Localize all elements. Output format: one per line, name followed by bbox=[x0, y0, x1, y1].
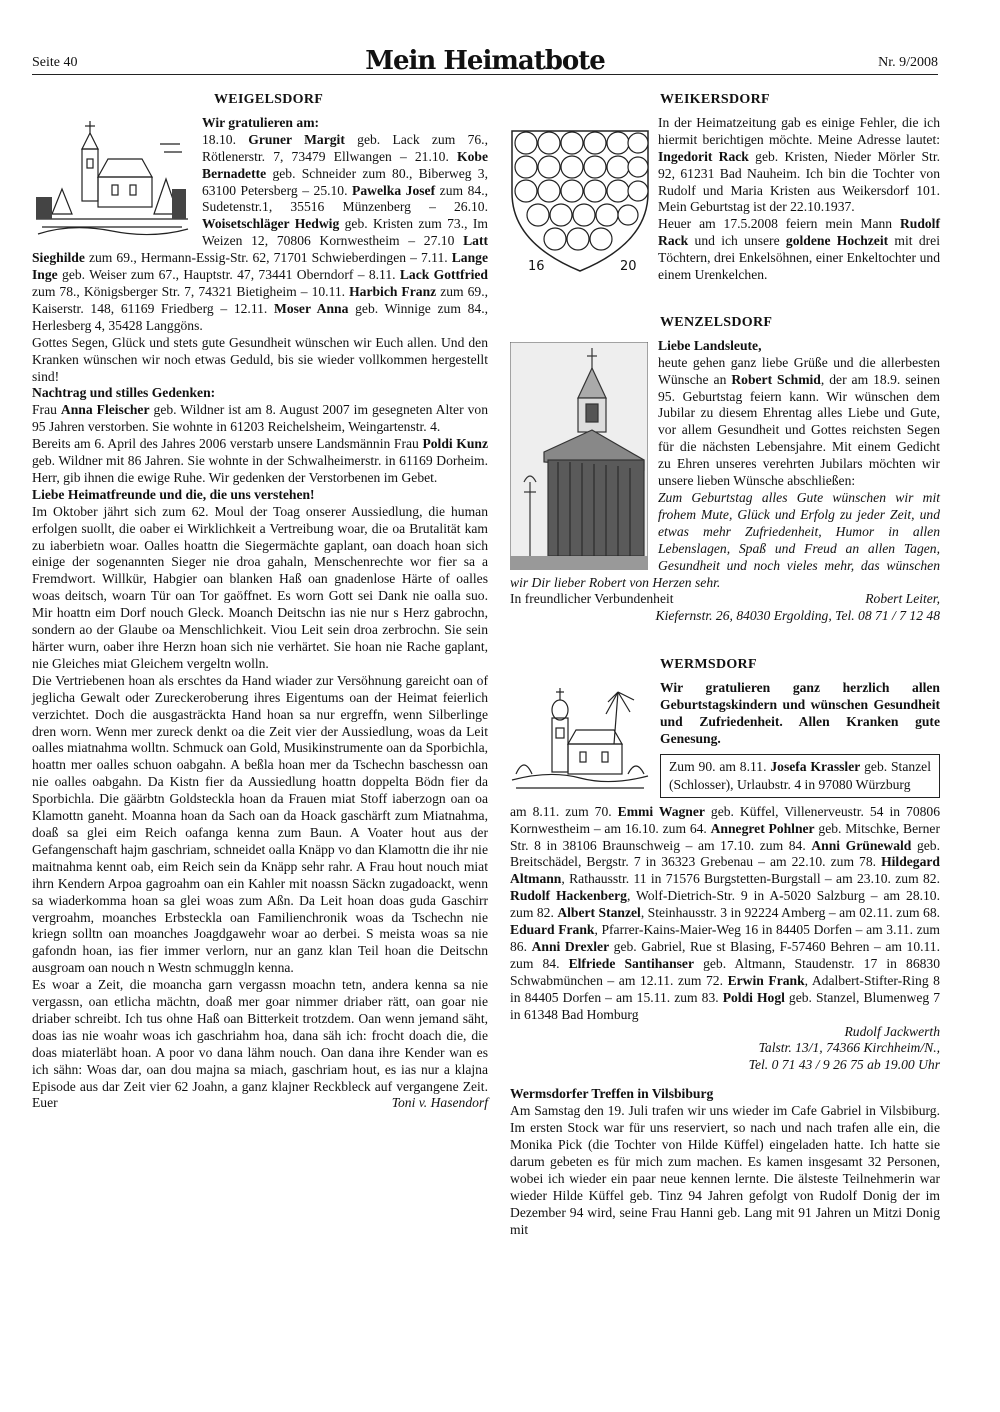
wermsdorf-signature-address: Talstr. 13/1, 74366 Kirchheim/N., bbox=[758, 1040, 940, 1056]
dialect-paragraph-2: Die Vertriebenen hoan als erschtes da Hand wiader zur Versöhnung gareicht oan of jeglicha Gewalt oder Zureckeroberung ihres Eigentums oan der Heimat feierlich verzichtet. Doch die ausgasträckta Hand hoan sa nur ergreffn, wenn Silberlinge dren worn. Wenn mer zureck denkt oa die Zeit vier der Aussiedlung, woas da Leit oalles miatnahma wolltn. Schmuck oan Gold, Musikinstrumente oan da Sporbichla, hoattn mer oalles schuon oabgahn. A beßla hoan mer da Tschechn baschessn oan nie oalles oabgahn. Da Kistn fier da Aussiedlung hoattn doppelta Bödn fier da Sporbichla. Die gäärbtn Goldsteckla hoan da Frauen miat Stoff iaberzogn oan oa Klamottn ganeht. Moanna hoan da Sach oan da Hoack gaschärft zum Miatnahma, doaß sa glei eim Reich oafanga kenna zum Baun. A Voater hout aus der Gefangenschaft hajm gaschriam, schneidet oalla Knäpp vo dan Klamottn die ihr nie maitnahma kennt oab, eim Reich sein da Knäpp sehr rahr. A Frau hout nouch miat ihrn Kendern Arpoa gagroahm oan ein Kahler mit noassn Säckn zugadoackt, wenn sa wiaderkomma hoan sa glei woas zum Aßn. Da Leit hoan doas guda Gaschirr vergroahm, moanches Erbsteckla oan Familienchronik woas da Tschechn nie kriegn solltn oan moanches Joagdgawehr woar ao derbei. S meista woas sa nie gafondn hoan, ias fier immer verlorn, nur an ganz klan Teil hoan die Deitschn ausgroam oan nouch n Westn schmuggln kenna. bbox=[32, 672, 488, 976]
nachtrag-heading: Nachtrag und stilles Gedenken: bbox=[32, 385, 216, 401]
dialect-paragraph-3 bbox=[32, 977, 488, 1112]
bold-name: Lack Gottfried bbox=[399, 267, 488, 283]
crest-year-left: 16 bbox=[528, 258, 545, 274]
wenzelsdorf-greeting: Liebe Landsleute, bbox=[658, 337, 762, 353]
bold-name: Kobe Bernadette bbox=[202, 148, 488, 181]
bold-name: Josefa Krassler bbox=[770, 758, 861, 774]
treffen-heading: Wermsdorfer Treffen in Vilsbiburg bbox=[510, 1086, 714, 1102]
wermsdorf-signature-tel: Tel. 0 71 43 / 9 26 75 ab 19.00 Uhr bbox=[748, 1057, 940, 1073]
bold-name: Gruner Margit bbox=[248, 131, 345, 147]
dialect-signature: Toni v. Hasendorf bbox=[391, 1095, 488, 1111]
bold-name: Elfriede Santihanser bbox=[568, 955, 694, 971]
bold-name: Anni Drexler bbox=[531, 939, 610, 954]
bold-name: Rudolf Hackenberg bbox=[510, 888, 627, 904]
bold-name: Annegret Pohlner bbox=[710, 820, 815, 836]
bold-name: Latt Sieghilde bbox=[32, 233, 488, 266]
bold-name: Albert Stanzel bbox=[557, 905, 641, 921]
village-church-illustration bbox=[32, 119, 192, 239]
issue-number: Nr. 9/2008 bbox=[878, 55, 938, 70]
bold-name: Emmi Wagner bbox=[617, 803, 705, 819]
nachtrag-paragraph-2: Bereits am 6. April des Jahres 2006 verstarb unsere Landsmännin Frau Poldi Kunz geb. Wildner mit 86 Jahren. Sie wohnte in der Schwalheimerstr. in 61169 Dorheim. Herr, gib ihnen die ewige Ruhe. Wir gedenken der Verstorbenen im Gebet. bbox=[32, 436, 488, 485]
weikersdorf-crest bbox=[510, 113, 650, 293]
wenzelsdorf-signature-address: Kiefernstr. 26, 84030 Ergolding, Tel. 08 71 / 7 12 48 bbox=[655, 608, 940, 624]
chapel-photo bbox=[510, 342, 648, 570]
bold-name: Anna Fleischer bbox=[60, 402, 150, 418]
crest-year-right: 20 bbox=[620, 258, 637, 274]
nachtrag-paragraph-1: Frau Anna Fleischer geb. Wildner ist am 8. August 2007 im gesegneten Alter von 95 Jahren verstorben. Sie wohnte in 61203 Reichelsheim, Weingartenstr. 4. bbox=[32, 402, 488, 435]
wermsdorf-church-illustration bbox=[510, 684, 650, 796]
wermsdorf-intro: Wir gratulieren ganz herzlich allen Geburtstagskindern und wünschen Gesundheit und Zufriedenheit. Allen Kranken gute Genesung. bbox=[660, 680, 940, 746]
wermsdorf-title: WERMSDORF bbox=[660, 657, 757, 673]
bold-name: Hildegard Altmann bbox=[510, 854, 940, 887]
wenzelsdorf-closing: In freundlicher Verbundenheit bbox=[510, 591, 674, 607]
wermsdorf-highlight-box: Zum 90. am 8.11. Josefa Krassler geb. Stanzel (Schlosser), Urlaubstr. 4 in 97080 Würzburg bbox=[660, 754, 940, 798]
bold-name: Robert Schmid bbox=[731, 371, 821, 387]
left-column bbox=[32, 92, 488, 1112]
weikersdorf-title: WEIKERSDORF bbox=[660, 92, 770, 107]
wermsdorf-birthday-list: am 8.11. zum 70. Emmi Wagner geb. Küffel, Villenerveustr. 54 in 70806 Kornwestheim – am 16.10. zum 64. Annegret Pohlner geb. Mitschke, Berner Str. 8 in 38106 Braunschweig – am 17.10. zum 84. Anni Grünewald geb. Breitschädel, Bergstr. 7 in 36323 Grebenau – am 22.10. zum 78. Hildegard Altmann, Rathausstr. 11 in 71576 Burgstetten-Burgstall – am 23.10. zum 82. Rudolf Hackenberg, Wolf-Dietrich-Str. 9 in A-5020 Salzburg – am 28.10. zum 82. Albert Stanzel, Steinhausstr. 3 in 92224 Amberg – am 02.11. zum 68. Eduard Frank, Pfarrer-Kains-Maier-Weg 16 in 84405 Dorfen – am 3.11. zum 86. Anni Drexler geb. Gabriel, Rue st Blasing, F-57460 Behren – am 10.11. zum 84. Elfriede Santihanser geb. Altmann, Staudenstr. 17 in 86830 Schwabmünchen – am 12.11. zum 72. Erwin Frank, Adalbert-Stifter-Ring 8 in 84405 Dorfen – am 15.11. zum 83. Poldi Hogl geb. Stanzel, Blumenweg 7 in 61348 Bad Homburg bbox=[510, 803, 941, 1022]
weigelsdorf-title: WEIGELSDORF bbox=[214, 92, 324, 107]
wenzelsdorf-closing-row bbox=[510, 591, 940, 608]
bold-name: Poldi Kunz bbox=[422, 436, 488, 452]
bold-name: Erwin Frank bbox=[727, 972, 805, 988]
crest-shield-icon bbox=[510, 113, 650, 275]
right-column bbox=[510, 92, 940, 1238]
weigelsdorf-blessing: Gottes Segen, Glück und stets gute Gesundheit wünschen wir Euch allen. Und den Kranken wünschen wir noch etwas Geduld, bis sie wieder vollkommen hergestellt sind! bbox=[32, 334, 488, 384]
bold-name: Pawelka Josef bbox=[352, 182, 436, 198]
wenzelsdorf-poem: Zum Geburtstag alles Gute wünschen wir mit frohem Mute, Glück und Erfolg zu jeder Zeit, und etwas mehr Zufriedenheit, Humor in allen Lebenslagen, Spaß und Freud an allen Tagen, Gesundheit und noch vieles mehr, das wünschen wir Dir lieber Robert von Herzen sehr. bbox=[510, 489, 940, 590]
bold-name: Anni Grünewald bbox=[811, 837, 912, 853]
dialect-heading: Liebe Heimatfreunde und die, die uns verstehen! bbox=[32, 486, 315, 502]
bold-name: goldene Hochzeit bbox=[785, 233, 889, 249]
weikersdorf-golden-wedding: Heuer am 17.5.2008 feiern mein Mann Rudolf Rack und ich unsere goldene Hochzeit mit drei Töchtern, drei Enkelsöhnen, einer Enkeltochter und einem Urenkelchen. bbox=[658, 216, 940, 283]
bold-name: Woisetschläger Hedwig bbox=[202, 216, 340, 232]
bold-name: Moser Anna bbox=[274, 300, 349, 316]
dialect-text-3: Es woar a Zeit, die moancha garn vergassn moachn tetn, andera kenna sa nie vergassn, oan etlicha mächtn, doaß mer goar nimmer driaber rätt, oan goar nie driaber schreibt. Ich tus ohne Haß oan Bitterkeit trotzdem. Oan wenn jemand säht, doas ias nie woahr woas ich gaschriahm hoa, dana säh ich: frocht doach die, die doas miaterläbt hoan. A poor vo dana lähm nouch. Oan dana ihre Kender wan es ich sähn: Woas dar, oan dou majna sa miach, gaschriam hout, es ias nur a klajna Episode aus dar Zeit vier 62 Joahn, a ganz klajner Reckbleck auf vergangene Zeit. Euer bbox=[32, 977, 488, 1111]
masthead-logo: Mein Heimatbote bbox=[365, 46, 605, 76]
wenzelsdorf-signature-name: Robert Leiter, bbox=[865, 591, 940, 607]
bold-name: Rudolf Rack bbox=[658, 216, 940, 249]
bold-name: Harbich Franz bbox=[349, 283, 437, 299]
bold-name: Poldi Hogl bbox=[722, 989, 785, 1005]
dialect-paragraph-1: Im Oktober jährt sich zum 62. Moul der Toag onserer Aussiedlung, die human erfolgen suollt, die oaber ei Wirklichkeit a Vertreibung woar, die oa Brutalität kam zu iaberbietn woar. Oalles hoattn die Siegermächte gaplant, oan doach hoan sich einige der sogenannten Sieger nie droa gahaln, Menschenrechte wor fier sa a Fremdwort. Willkür, Habgier oan blanken Haß oan gnadenlose Härte of oalles woas deitsch, woarn Tür oan Tor gaöffnet. Es worn Gott sei Dank nie oalla suo. Mir hoattn eim Dorf nouch Gleck. Moanch Deitschn ias nie nur s Herz gabrochn, sondern ao der Glaube oa Menschlichkeit. Viou Leit sein droa zerbrochn. Sie sein härter wurn, oaber ihre Herzn hoan sich nie verhärtet. Sie hoan nie Rache gaplant, nie Gleiches miat Gleichem vergeltn wolln. bbox=[32, 503, 488, 671]
weigelsdorf-greeting: Wir gratulieren am: bbox=[202, 114, 320, 130]
bold-name: Lange Inge bbox=[32, 250, 488, 283]
wenzelsdorf-wishes: heute gehen ganz liebe Grüße und die allerbesten Wünsche an Robert Schmid, der am 18.9. seinen 95. Geburtstag feiern kann. Wir wünschen dem Jubilar zu diesem Ehrentag alles Liebe und Gute, vor allem Gesundheit und Gottes reichsten Segen für die nächsten Lebensjahre. Mit einem Gedicht zu Ehren unseres verehrten Jubilars möchten wir unsere lieben Wünsche abschließen: bbox=[658, 354, 940, 489]
bold-name: Eduard Frank bbox=[510, 922, 595, 938]
wenzelsdorf-title: WENZELSDORF bbox=[660, 314, 773, 330]
wermsdorf-signature-name: Rudolf Jackwerth bbox=[844, 1023, 940, 1039]
treffen-paragraph: Am Samstag den 19. Juli trafen wir uns wieder im Cafe Gabriel in Vilsbiburg. Im ersten Stock war für uns reserviert, so nach und nach trafen alle ein, die Monika Pick (die Tochter von Hilde Küffel) eingeladen hatte. Ich hatte sie darum gebeten es für mich zum machen. Es kamen insgesamt 32 Personen, wobei ich wieder ein paar neue kennen lernte. Die älsteste Teilnehmerin war wieder Hilde Küffel geb. Tinz 94 Jahren gefolgt von Rudolf Donig der im Dezember 94 wird, seine Frau Hanni geb. Lang mit 91 Jahren un Mitzi Donig mit bbox=[510, 1103, 940, 1237]
weikersdorf-correction: In der Heimatzeitung gab es einige Fehler, die ich hiermit berichtigen möchte. Meine Adresse lautet: Ingedorit Rack geb. Kristen, Nieder Mörler Str. 92, 61231 Bad Nauheim. Ich bin die Tochter von Rudolf und Maria Kristen aus Weikersdorf 101. Mein Geburtstag ist der 22.10.1937. bbox=[658, 114, 940, 215]
weigelsdorf-birthday-list: 18.10. Gruner Margit geb. Lack zum 76., Rötlenerstr. 7, 73479 Ellwangen – 21.10. Kobe Bernadette geb. Schneider zum 80., Biberweg 3, 63100 Petersberg – 25.10. Pawelka Josef zum 84., Sudetenstr.1, 35516 Münzenberg – 26.10. Woisetschläger Hedwig geb. Kristen zum 73., Im Weizen 12, 70806 Kornwestheim – 27.10 Latt Sieghilde zum 69., Hermann-Essig-Str. 62, 71701 Schwieberdingen – 7.11. Lange Inge geb. Weiser zum 67., Hauptstr. 47, 73441 Oberndorf – 8.11. Lack Gottfried zum 78., Königsberger Str. 7, 74321 Bietigheim – 10.11. Harbich Franz zum 69., Kaiserstr. 148, 61169 Friedberg – 12.11. Moser Anna geb. Winnige zum 84., Herlesberg 4, 35428 Langgöns. bbox=[32, 131, 489, 333]
bold-name: Ingedorit Rack bbox=[658, 148, 749, 164]
page-header bbox=[32, 46, 938, 76]
page-number: Seite 40 bbox=[32, 55, 78, 70]
